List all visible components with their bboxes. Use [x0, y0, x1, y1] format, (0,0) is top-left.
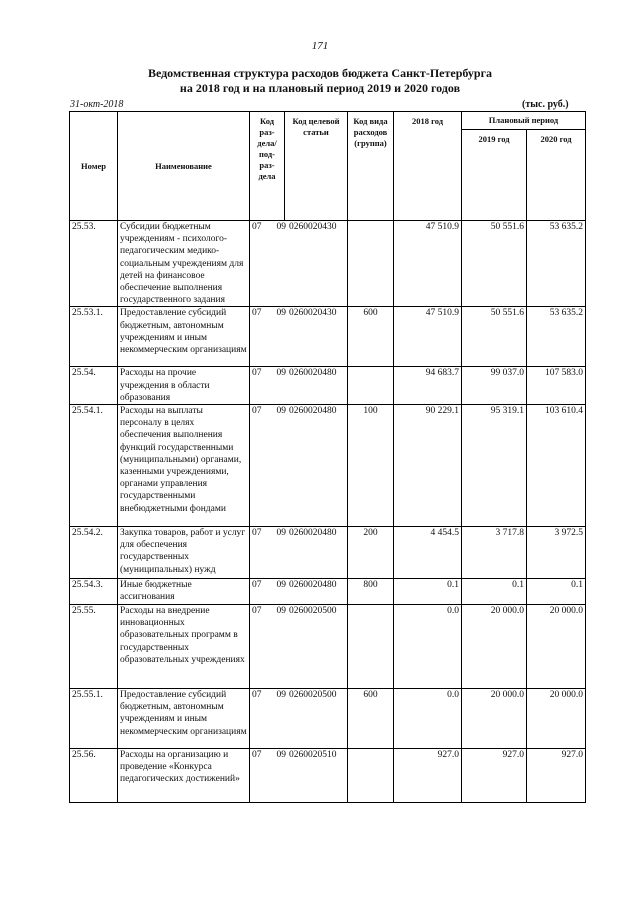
row-codes	[250, 749, 348, 803]
row-number: 25.53.1.	[70, 307, 118, 367]
row-number: 25.55.1.	[70, 689, 118, 749]
row-section-code: 07	[252, 606, 262, 617]
row-value-2020: 107 583.0	[527, 367, 586, 405]
row-value-2018: 47 510.9	[394, 307, 462, 367]
row-section-code: 07	[252, 368, 262, 379]
header-expense-type-code: Код вида расходов (группа)	[348, 112, 394, 221]
row-codes	[250, 689, 348, 749]
row-value-2020: 103 610.4	[527, 405, 586, 527]
row-value-2018: 4 454.5	[394, 527, 462, 579]
table-row	[70, 749, 586, 803]
budget-table-body	[70, 221, 586, 803]
row-target-code: 0260020480	[289, 406, 337, 417]
row-number: 25.54.2.	[70, 527, 118, 579]
row-value-2018: 0.0	[394, 605, 462, 689]
row-value-2018: 0.1	[394, 579, 462, 605]
row-value-2018: 90 229.1	[394, 405, 462, 527]
row-name: Расходы на организацию и проведение «Конкурса педагогических достижений»	[118, 749, 250, 803]
row-codes	[250, 605, 348, 689]
row-subsection-code: 09	[276, 750, 286, 761]
row-name: Субсидии бюджетным учреждениям - психолого-педагогическим медико-социальным учреждениям для детей на финансовое обеспечение выполнения государственного задания	[118, 221, 250, 307]
row-number: 25.55.	[70, 605, 118, 689]
row-value-2019: 20 000.0	[462, 689, 527, 749]
title-line-2: на 2018 год и на плановый период 2019 и 2020 годов	[179, 81, 461, 95]
page-number: 171	[311, 40, 329, 52]
row-expense-type: 600	[348, 307, 394, 367]
row-value-2020: 927.0	[527, 749, 586, 803]
row-codes	[250, 405, 348, 527]
row-number: 25.54.1.	[70, 405, 118, 527]
row-expense-type	[348, 605, 394, 689]
row-codes	[250, 579, 348, 605]
row-expense-type	[348, 749, 394, 803]
row-number: 25.54.	[70, 367, 118, 405]
table-row	[70, 405, 586, 527]
row-name: Расходы на выплаты персоналу в целях обеспечения выполнения функций государственными (муниципальными) органами, казенными учреждениями, органами управления государственными внебюджетными фондами	[118, 405, 250, 527]
header-year-2018: 2018 год	[394, 112, 462, 221]
row-name: Закупка товаров, работ и услуг для обеспечения государственных (муниципальных) нужд	[118, 527, 250, 579]
row-section-code: 07	[252, 690, 262, 701]
header-name: Наименование	[118, 112, 250, 221]
row-codes	[250, 527, 348, 579]
row-value-2020: 0.1	[527, 579, 586, 605]
row-subsection-code: 09	[276, 528, 286, 539]
row-expense-type: 100	[348, 405, 394, 527]
header-number: Номер	[70, 112, 118, 221]
header-year-2020: 2020 год	[527, 130, 586, 221]
header-target-code: Код целевой статьи	[285, 112, 348, 221]
row-subsection-code: 09	[276, 406, 286, 417]
row-value-2019: 20 000.0	[462, 605, 527, 689]
row-section-code: 07	[252, 406, 262, 417]
row-value-2018: 94 683.7	[394, 367, 462, 405]
row-number: 25.56.	[70, 749, 118, 803]
row-expense-type	[348, 367, 394, 405]
row-section-code: 07	[252, 528, 262, 539]
row-name: Предоставление субсидий бюджетным, автономным учреждениям и иным некоммерческим организациям	[118, 307, 250, 367]
row-value-2019: 3 717.8	[462, 527, 527, 579]
document-date: 31-окт-2018	[70, 99, 124, 110]
table-row	[70, 221, 586, 307]
row-value-2019: 927.0	[462, 749, 527, 803]
budget-table	[69, 111, 586, 803]
row-expense-type	[348, 221, 394, 307]
row-section-code: 07	[252, 580, 262, 591]
row-codes	[250, 367, 348, 405]
row-value-2020: 3 972.5	[527, 527, 586, 579]
row-value-2018: 0.0	[394, 689, 462, 749]
row-subsection-code: 09	[276, 308, 286, 319]
row-number: 25.53.	[70, 221, 118, 307]
row-name: Расходы на прочие учреждения в области образования	[118, 367, 250, 405]
units-label: (тыс. руб.)	[522, 99, 569, 110]
table-row	[70, 689, 586, 749]
header-year-2019: 2019 год	[462, 130, 527, 221]
row-subsection-code: 09	[276, 368, 286, 379]
row-subsection-code: 09	[276, 690, 286, 701]
row-section-code: 07	[252, 308, 262, 319]
row-section-code: 07	[252, 222, 262, 232]
row-number: 25.54.3.	[70, 579, 118, 605]
header-planned-period: Плановый период	[462, 112, 586, 130]
document-title	[0, 66, 640, 96]
row-target-code: 0260020500	[289, 606, 337, 617]
row-target-code: 0260020510	[289, 750, 337, 761]
row-value-2020: 20 000.0	[527, 605, 586, 689]
table-row	[70, 605, 586, 689]
row-value-2019: 50 551.6	[462, 307, 527, 367]
row-target-code: 0260020480	[289, 368, 337, 379]
row-target-code: 0260020480	[289, 528, 337, 539]
row-name: Предоставление субсидий бюджетным, автономным учреждениям и иным некоммерческим организациям	[118, 689, 250, 749]
row-codes	[250, 221, 348, 307]
table-row	[70, 307, 586, 367]
row-name: Расходы на внедрение инновационных образовательных программ в государственных образовательных учреждениях	[118, 605, 250, 689]
row-subsection-code: 09	[276, 606, 286, 617]
table-row	[70, 367, 586, 405]
table-row	[70, 579, 586, 605]
row-value-2019: 0.1	[462, 579, 527, 605]
row-value-2020: 53 635.2	[527, 221, 586, 307]
row-subsection-code: 09	[276, 580, 286, 591]
title-line-1: Ведомственная структура расходов бюджета Санкт-Петербурга	[147, 66, 493, 80]
row-target-code: 0260020430	[289, 308, 337, 319]
row-codes	[250, 307, 348, 367]
row-value-2019: 50 551.6	[462, 221, 527, 307]
row-value-2018: 47 510.9	[394, 221, 462, 307]
row-expense-type: 800	[348, 579, 394, 605]
row-subsection-code: 09	[276, 222, 286, 232]
row-name: Иные бюджетные ассигнования	[118, 579, 250, 605]
row-value-2019: 95 319.1	[462, 405, 527, 527]
row-value-2019: 99 037.0	[462, 367, 527, 405]
table-row	[70, 527, 586, 579]
row-value-2020: 53 635.2	[527, 307, 586, 367]
row-expense-type: 200	[348, 527, 394, 579]
row-expense-type: 600	[348, 689, 394, 749]
row-target-code: 0260020480	[289, 580, 337, 591]
row-value-2020: 20 000.0	[527, 689, 586, 749]
row-target-code: 0260020500	[289, 690, 337, 701]
header-section-code: Код раз- дела/ под- раз- дела	[250, 112, 285, 221]
row-section-code: 07	[252, 750, 262, 761]
row-value-2018: 927.0	[394, 749, 462, 803]
row-target-code: 0260020430	[289, 222, 337, 232]
